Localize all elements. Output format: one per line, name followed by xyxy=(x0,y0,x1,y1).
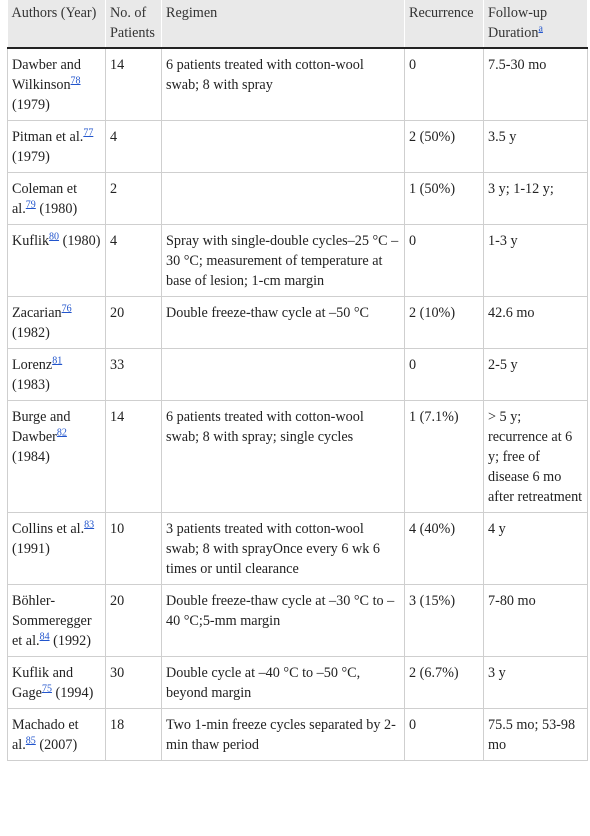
table-row xyxy=(8,401,588,513)
cell-recurrence: 1 (50%) xyxy=(405,173,484,225)
cell-followup: 1-3 y xyxy=(484,225,588,297)
cell-regimen xyxy=(162,349,405,401)
cell-recurrence: 0 xyxy=(405,709,484,761)
cell-regimen: 6 patients treated with cotton-wool swab; 8 with spray; single cycles xyxy=(162,401,405,513)
reference-link[interactable]: 83 xyxy=(84,519,95,531)
cell-recurrence: 0 xyxy=(405,349,484,401)
reference-link[interactable]: 79 xyxy=(25,199,36,211)
reference-link[interactable]: 82 xyxy=(56,427,67,439)
cell-recurrence: 2 (50%) xyxy=(405,121,484,173)
cell-patients: 10 xyxy=(106,513,162,585)
table-row xyxy=(8,513,588,585)
header-patients: No. of Patients xyxy=(106,0,162,48)
header-authors: Authors (Year) xyxy=(8,0,106,48)
author-name: Kuflik xyxy=(12,233,50,249)
cell-recurrence: 1 (7.1%) xyxy=(405,401,484,513)
author-year: (1979) xyxy=(12,149,50,165)
cell-recurrence: 0 xyxy=(405,48,484,121)
reference-link[interactable]: 77 xyxy=(83,127,94,139)
cell-followup: 75.5 mo; 53-98 mo xyxy=(484,709,588,761)
cell-followup: 3 y; 1-12 y; xyxy=(484,173,588,225)
author-name: Burge and Dawber xyxy=(12,409,71,445)
cell-regimen: Spray with single-double cycles–25 °C –30 °C; measurement of temperature at base of lesion; 1-cm margin xyxy=(162,225,405,297)
cell-patients: 18 xyxy=(106,709,162,761)
author-year: (1983) xyxy=(12,377,50,393)
cell-followup: 2-5 y xyxy=(484,349,588,401)
table-row xyxy=(8,709,588,761)
author-name: Machado et al. xyxy=(12,717,79,753)
table-row xyxy=(8,121,588,173)
cell-author xyxy=(8,513,106,585)
cell-followup: 7.5-30 mo xyxy=(484,48,588,121)
cell-recurrence: 2 (6.7%) xyxy=(405,657,484,709)
cell-regimen: 3 patients treated with cotton-wool swab; 8 with sprayOnce every 6 wk 6 times or until clearance xyxy=(162,513,405,585)
reference-link[interactable]: 81 xyxy=(52,355,63,367)
author-name: Coleman et al. xyxy=(12,181,78,217)
author-year: (1991) xyxy=(12,541,50,557)
cell-followup: 3.5 y xyxy=(484,121,588,173)
cell-recurrence: 0 xyxy=(405,225,484,297)
cell-regimen xyxy=(162,121,405,173)
cell-followup: > 5 y; recurrence at 6 y; free of disease 6 mo after retreatment xyxy=(484,401,588,513)
cell-author xyxy=(8,173,106,225)
table-row xyxy=(8,48,588,121)
cell-author xyxy=(8,709,106,761)
author-year: (1980) xyxy=(62,233,101,249)
cell-regimen: Double freeze-thaw cycle at –50 °C xyxy=(162,297,405,349)
cell-author xyxy=(8,121,106,173)
table-row xyxy=(8,585,588,657)
table-body xyxy=(8,48,588,761)
cell-patients: 20 xyxy=(106,585,162,657)
cell-patients: 4 xyxy=(106,121,162,173)
cell-author xyxy=(8,349,106,401)
cell-patients: 2 xyxy=(106,173,162,225)
table-row xyxy=(8,225,588,297)
reference-link[interactable]: 85 xyxy=(25,735,36,747)
author-year: (1982) xyxy=(12,325,50,341)
reference-link[interactable]: 75 xyxy=(41,683,52,695)
author-name: Böhler-Sommeregger et al. xyxy=(12,593,92,649)
reference-link[interactable]: 84 xyxy=(39,631,50,643)
cell-followup: 42.6 mo xyxy=(484,297,588,349)
author-name: Dawber and Wilkinson xyxy=(12,57,81,93)
cell-patients: 14 xyxy=(106,48,162,121)
cell-regimen: Double cycle at –40 °C to –50 °C, beyond margin xyxy=(162,657,405,709)
reference-link[interactable]: 78 xyxy=(70,75,81,87)
cell-recurrence: 4 (40%) xyxy=(405,513,484,585)
cell-followup: 7-80 mo xyxy=(484,585,588,657)
header-followup-label: Follow-up Duration xyxy=(488,5,548,41)
cell-followup: 3 y xyxy=(484,657,588,709)
header-regimen: Regimen xyxy=(162,0,405,48)
cell-patients: 14 xyxy=(106,401,162,513)
cell-author xyxy=(8,657,106,709)
author-year: (1979) xyxy=(12,97,50,113)
author-name: Zacarian xyxy=(12,305,62,321)
author-name: Kuflik and Gage xyxy=(12,665,74,701)
cell-author xyxy=(8,225,106,297)
author-year: (1992) xyxy=(53,633,91,649)
cell-patients: 4 xyxy=(106,225,162,297)
author-name: Collins et al. xyxy=(12,521,85,537)
author-year: (1994) xyxy=(55,685,94,701)
reference-link[interactable]: 80 xyxy=(49,231,60,243)
header-followup xyxy=(484,0,588,48)
cell-regimen: Two 1-min freeze cycles separated by 2-min thaw period xyxy=(162,709,405,761)
cell-author xyxy=(8,48,106,121)
author-name: Lorenz xyxy=(12,357,53,373)
author-year: (1984) xyxy=(12,449,50,465)
cell-regimen xyxy=(162,173,405,225)
author-year: (2007) xyxy=(39,737,78,753)
cell-regimen: 6 patients treated with cotton-wool swab; 8 with spray xyxy=(162,48,405,121)
cell-patients: 30 xyxy=(106,657,162,709)
table-row xyxy=(8,349,588,401)
results-table xyxy=(7,0,588,761)
footnote-link[interactable]: a xyxy=(538,23,543,35)
cell-recurrence: 3 (15%) xyxy=(405,585,484,657)
cell-author xyxy=(8,585,106,657)
cell-recurrence: 2 (10%) xyxy=(405,297,484,349)
author-year: (1980) xyxy=(39,201,78,217)
table-row xyxy=(8,173,588,225)
cell-patients: 20 xyxy=(106,297,162,349)
author-name: Pitman et al. xyxy=(12,129,84,145)
reference-link[interactable]: 76 xyxy=(61,303,72,315)
header-recurrence: Recurrence xyxy=(405,0,484,48)
cell-patients: 33 xyxy=(106,349,162,401)
cell-author xyxy=(8,401,106,513)
table-row xyxy=(8,297,588,349)
cell-author xyxy=(8,297,106,349)
table-row xyxy=(8,657,588,709)
cell-regimen: Double freeze-thaw cycle at –30 °C to –40 °C;5-mm margin xyxy=(162,585,405,657)
table-header xyxy=(8,0,588,48)
cell-followup: 4 y xyxy=(484,513,588,585)
